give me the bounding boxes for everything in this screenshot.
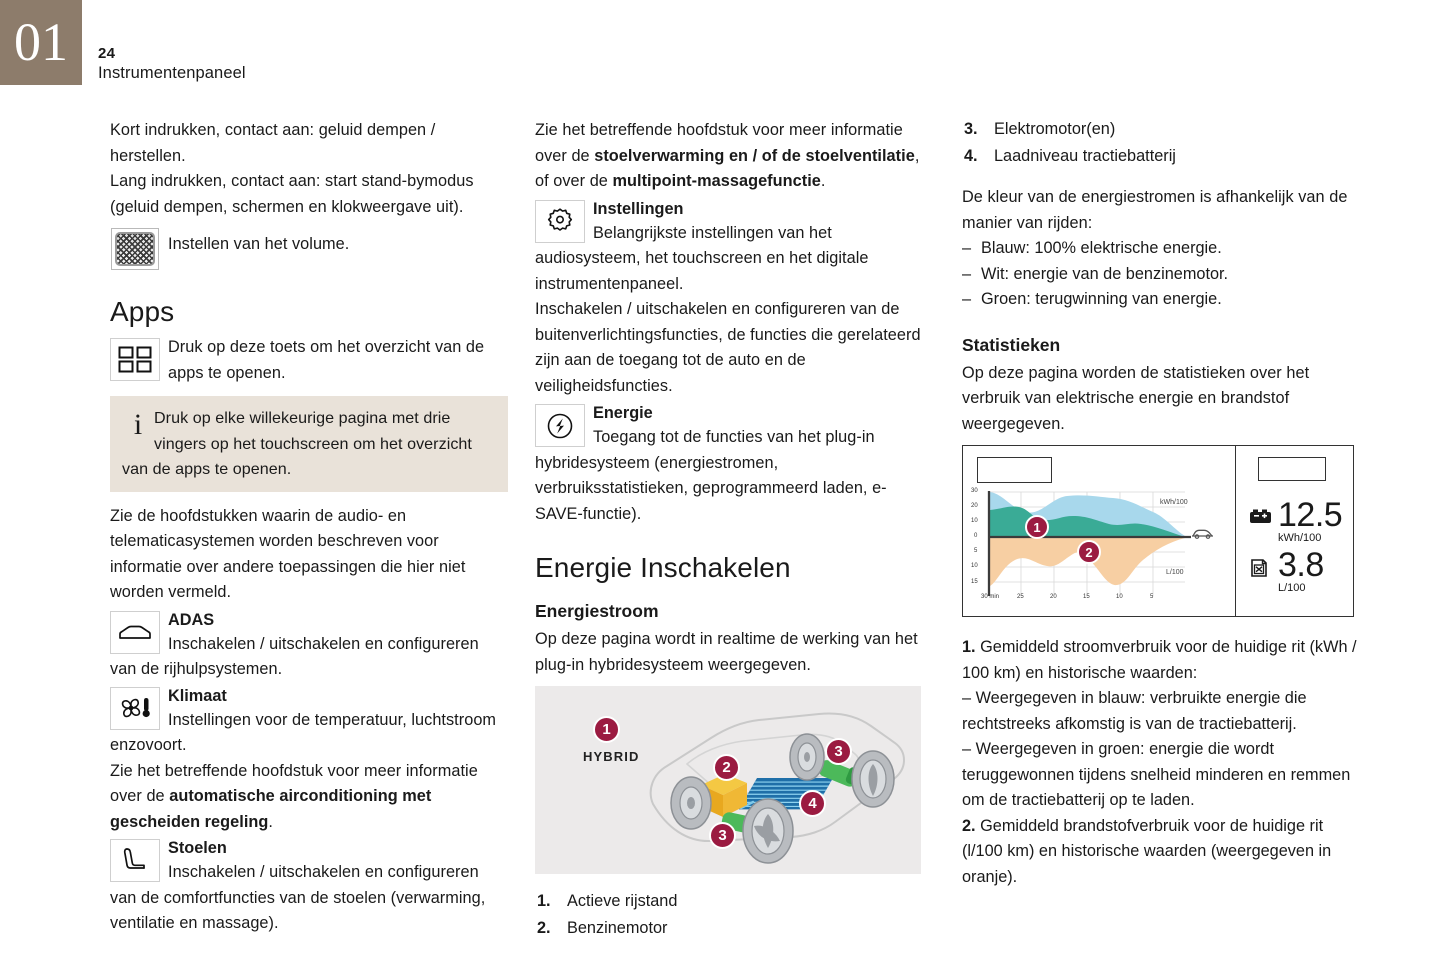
energy-section-heading: Energie Inschakelen — [535, 552, 791, 583]
seats-ref-bold-2: multipoint-massagefunctie — [612, 172, 821, 190]
legend-num-1: 1. — [537, 892, 551, 910]
stats-caption-1-text: Gemiddeld stroomverbruik voor de huidige rit (kWh / 100 km) en historische waarden: — [962, 638, 1357, 682]
y-tick-0: 0 — [974, 533, 978, 539]
climate-extra-before: Zie het betreffende hoofdstuk voor meer informatie over de — [110, 761, 478, 805]
climate-fan-icon — [110, 687, 160, 730]
info-note-text: Druk op elke willekeurige pagina met drie vingers op het touchscreen om het overzicht van de apps te openen. — [122, 409, 472, 478]
info-icon: i — [133, 408, 143, 441]
colors-list-item-blue — [962, 236, 1360, 262]
stats-caption-3-dash: – — [962, 740, 972, 758]
callout-3-front: 3 — [709, 822, 736, 849]
apps-heading: Apps — [110, 296, 175, 327]
figure-legend — [535, 888, 933, 941]
dash-marker: – — [962, 264, 972, 283]
x-tick-20: 20 — [1050, 594, 1057, 600]
y-tick-neg-5: 5 — [974, 548, 978, 554]
legend-label-2: Benzinemotor — [567, 919, 668, 937]
intro-line-4: (geluid dempen, schermen en klokweergave uit). — [110, 197, 464, 216]
gear-icon — [535, 200, 585, 243]
climate-item-body — [110, 684, 508, 759]
stats-caption-4 — [962, 814, 1360, 891]
wheel-front-left — [671, 777, 711, 829]
energy-item-title: Energie — [593, 404, 653, 422]
seats-item-body — [110, 836, 508, 937]
y-tick-10: 10 — [971, 518, 978, 524]
statistieken-heading: Statistieken — [962, 334, 1061, 355]
seats-item-text: Inschakelen / uitschakelen en configureren van de comfortfuncties van de stoelen (verwarming, ventilatie en massage). — [110, 863, 486, 932]
stats-caption-1 — [962, 635, 1360, 686]
energiestroom-subheading: Energiestroom — [535, 601, 659, 621]
legend-item-1 — [535, 888, 933, 914]
settings-item-title: Instellingen — [593, 199, 684, 218]
x-tick-15: 15 — [1083, 594, 1090, 600]
colors-list-item-white — [962, 262, 1360, 288]
colors-intro-text: De kleur van de energiestromen is afhankelijk van de manier van rijden: — [962, 188, 1348, 232]
stats-caption-3-text: Weergegeven in groen: energie die wordt teruggewonnen tijdens snelheid minderen en remmen om de tractiebatterij op te laden. — [962, 740, 1351, 809]
y-tick-neg-10: 10 — [971, 563, 978, 569]
seats-item — [110, 836, 508, 937]
volume-item — [110, 223, 508, 269]
callout-1: 1 — [593, 716, 620, 743]
intro-line-1: Kort indrukken, contact aan: geluid dempen / — [110, 121, 436, 139]
seats-ref-mid: , of over de — [535, 146, 920, 190]
climate-item-text: Instellingen voor de temperatuur, luchtstroom enzovoort. — [110, 710, 497, 754]
seat-icon — [110, 839, 160, 882]
colors-list-label-blue: Blauw: 100% elektrische energie. — [981, 239, 1222, 257]
intro-line-2: herstellen. — [110, 146, 186, 165]
stats-caption-4-text: Gemiddeld brandstofverbruik voor de huidige rit (l/100 km) en historische waarden (weergegeven in oranje). — [962, 816, 1332, 886]
legend-item-2 — [535, 915, 933, 941]
readout-fuel — [1249, 548, 1324, 595]
intro-line-3: Lang indrukken, contact aan: start stand-bymodus — [110, 172, 474, 190]
seats-ref-end: . — [820, 172, 826, 190]
settings-item — [535, 197, 933, 298]
page-meta — [98, 45, 246, 83]
x-tick-5: 5 — [1150, 594, 1154, 600]
wheel-rear-left — [790, 734, 824, 780]
climate-extra-after: . — [268, 812, 273, 831]
legend-item-3 — [962, 116, 1360, 142]
y-tick-20: 20 — [971, 503, 978, 509]
adas-item-title: ADAS — [168, 610, 215, 629]
volume-knob-graphic — [111, 228, 159, 270]
car-glyph — [1192, 530, 1213, 538]
callout-3-rear: 3 — [825, 738, 852, 765]
volume-knob-icon — [110, 226, 160, 272]
energy-item — [535, 401, 933, 527]
colors-list-item-green — [962, 287, 1360, 313]
chart-callout-1: 1 — [1025, 515, 1049, 539]
settings-item-body — [535, 197, 933, 298]
trip-selector-field[interactable] — [977, 457, 1052, 483]
x-tick-30min: 30 min — [981, 594, 1000, 600]
legend-item-4 — [962, 143, 1360, 169]
page-number: 24 — [98, 45, 116, 62]
callout-4: 4 — [799, 790, 826, 817]
page-header — [0, 0, 1445, 105]
wheel-front-right — [743, 799, 793, 863]
adas-item-text: Inschakelen / uitschakelen en configureren van de rijhulpsystemen. — [110, 634, 479, 678]
seats-ref-text — [535, 118, 933, 195]
stats-caption-1-num: 1. — [962, 638, 976, 656]
x-tick-25: 25 — [1017, 594, 1024, 600]
unit-label-l: L/100 — [1166, 569, 1184, 576]
legend-label-4: Laadniveau tractiebatterij — [994, 147, 1176, 165]
energy-bolt-icon — [535, 404, 585, 447]
page-section-title: Instrumentenpaneel — [98, 64, 246, 82]
seats-ref-bold-1: stoelverwarming en / of de stoelventilatie — [594, 146, 915, 165]
statistics-readout-panel — [1236, 446, 1353, 616]
colors-list-label-green: Groen: terugwinning van energie. — [981, 290, 1222, 308]
colors-list-label-white: Wit: energie van de benzinemotor. — [981, 264, 1229, 283]
battery-icon — [1249, 507, 1273, 525]
climate-extra-text — [110, 759, 508, 836]
hybrid-powertrain-diagram — [535, 686, 921, 874]
wheel-rear-right — [852, 751, 894, 807]
y-tick-neg-15: 15 — [971, 579, 978, 585]
statistics-chart-panel — [963, 446, 1236, 616]
stats-caption-3 — [962, 737, 1360, 814]
callout-2: 2 — [713, 754, 740, 781]
readout-electric-value: 12.5 — [1278, 496, 1343, 534]
energy-item-body — [535, 401, 933, 527]
statistieken-text: Op deze pagina worden de statistieken over het verbruik van elektrische energie en brandstof weergegeven. — [962, 363, 1310, 433]
legend-num-2: 2. — [537, 919, 551, 937]
y-tick-30: 30 — [971, 488, 978, 494]
energy-item-text: Toegang tot de functies van het plug-in hybridesysteem (energiestromen, verbruiksstatistieken, geprogrammeerd laden, e-SAVE-functie). — [535, 428, 887, 523]
info-note-box — [110, 396, 508, 492]
legend-num-3: 3. — [964, 120, 978, 138]
adas-item-body — [110, 608, 508, 683]
stats-caption-2-text: Weergegeven in blauw: verbruikte energie die rechtstreeks afkomstig is van de tractiebatterij. — [962, 689, 1307, 733]
readout-electric — [1249, 498, 1342, 545]
column-middle — [535, 118, 933, 942]
column-right — [962, 118, 1360, 890]
legend-label-1: Actieve rijstand — [567, 892, 678, 910]
apps-item-text: Druk op deze toets om het overzicht van de apps te openen. — [168, 338, 485, 382]
colors-list — [962, 236, 1360, 313]
chart-callout-2: 2 — [1077, 540, 1101, 564]
climate-item — [110, 684, 508, 759]
climate-extra-bold: automatische airconditioning met gescheiden regeling — [110, 787, 432, 831]
volume-item-text: Instellen van het volume. — [168, 235, 350, 253]
apps-grid-icon — [110, 338, 160, 381]
adas-item — [110, 608, 508, 683]
climate-item-title: Klimaat — [168, 686, 227, 705]
column-left — [110, 118, 508, 937]
chapter-badge: 01 — [0, 0, 82, 85]
legend-label-3: Elektromotor(en) — [994, 120, 1116, 138]
readout-fuel-value: 3.8 — [1278, 546, 1324, 584]
x-tick-10: 10 — [1116, 594, 1123, 600]
seats-ref-before: Zie het betreffende hoofdstuk voor meer informatie over de — [535, 121, 903, 165]
readout-electric-unit: kWh/100 — [1278, 532, 1322, 544]
dash-marker: – — [962, 290, 972, 308]
stats-caption-4-num: 2. — [962, 816, 976, 835]
unit-label-kwh: kWh/100 — [1160, 499, 1188, 506]
settings-item-text: Belangrijkste instellingen van het audiosysteem, het touchscreen en het digitale instrumentenpaneel. — [535, 223, 869, 293]
readout-fuel-unit: L/100 — [1278, 582, 1306, 594]
stats-caption-2 — [962, 686, 1360, 737]
hybrid-badge-label: HYBRID — [583, 749, 640, 764]
after-note-text: Zie de hoofdstukken waarin de audio- en telematicasystemen worden beschreven voor informatie over andere toepassingen die hier niet worden vermeld. — [110, 506, 466, 601]
figure-legend-continued — [962, 116, 1360, 169]
stats-caption-2-dash: – — [962, 689, 972, 707]
adas-car-icon — [110, 611, 160, 654]
energiestroom-text: Op deze pagina wordt in realtime de werking van het plug-in hybridesysteem weergegeven. — [535, 630, 918, 674]
readout-header-field[interactable] — [1258, 457, 1326, 481]
legend-num-4: 4. — [964, 147, 978, 165]
apps-item — [110, 335, 508, 386]
dash-marker: – — [962, 239, 972, 257]
fuel-canister-icon — [1249, 555, 1271, 579]
settings-extra-text: Inschakelen / uitschakelen en configureren van de buitenverlichtingsfuncties, de functies die gerelateerd zijn aan de toegang tot de auto en de veiligheidsfuncties. — [535, 300, 921, 395]
statistics-screen-figure — [962, 445, 1354, 617]
seats-item-title: Stoelen — [168, 839, 227, 857]
